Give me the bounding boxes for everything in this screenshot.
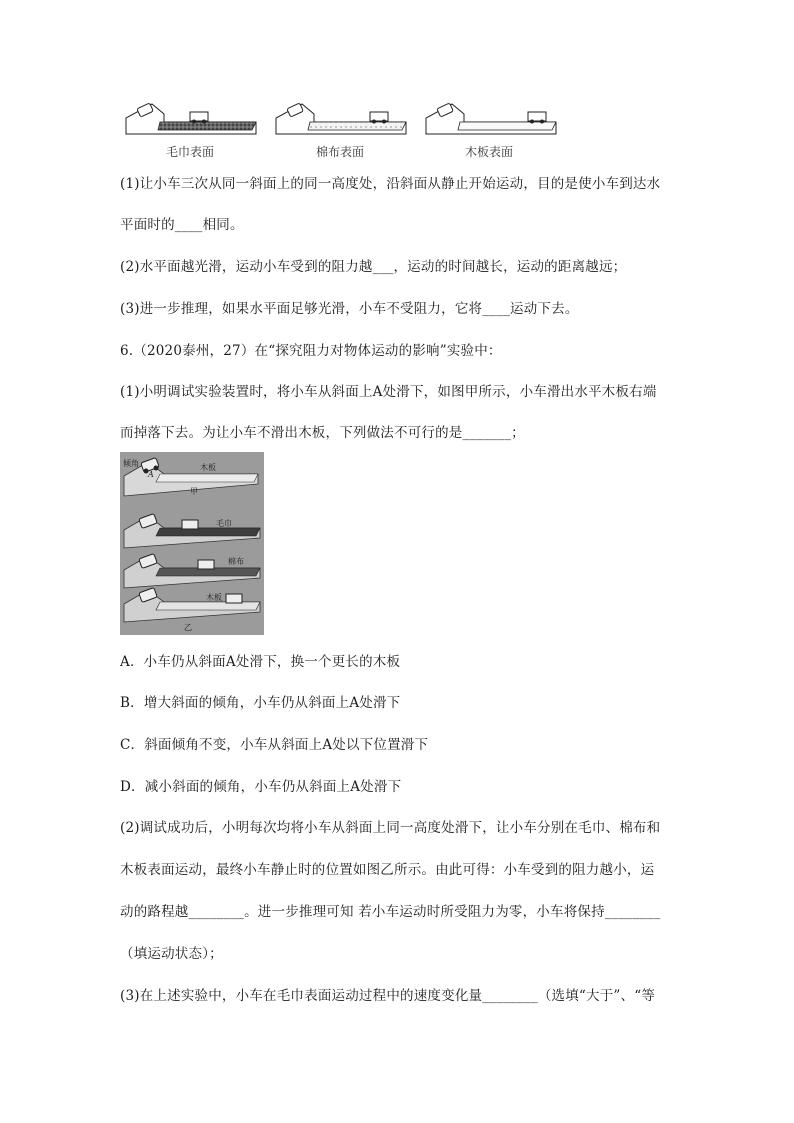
q6-heading: 6.（2020泰州，27）在“探究阻力对物体运动的影响”实验中：	[120, 343, 502, 359]
q6-part2-line2: 木板表面运动，最终小车静止时的位置如图乙所示。由此可得：小车受到的阻力越小，运	[120, 862, 655, 878]
caption-board: 木板表面	[465, 145, 514, 159]
q6-part2-line4: （填运动状态）；	[120, 946, 223, 962]
label-angle: 倾角	[123, 459, 139, 468]
q5-part2: (2)水平面越光滑，运动小车受到的阻力越___，运动的时间越长，运动的距离越远；	[120, 259, 627, 275]
label-a: A	[148, 470, 154, 479]
setup-board	[124, 588, 260, 622]
label-towel: 毛巾	[216, 519, 232, 528]
towel-setup	[126, 103, 256, 134]
q5-part1-line2: 平面时的____相同。	[120, 217, 244, 233]
option-d: D．减小斜面的倾角，小车仍从斜面上A处滑下	[120, 779, 402, 795]
q6-part1-line1: (1)小明调试实验装置时，将小车从斜面上A处滑下，如图甲所示，小车滑出水平木板右端	[120, 384, 657, 400]
label-yi: 乙	[184, 623, 192, 632]
setup-towel	[124, 514, 260, 548]
caption-towel: 毛巾表面	[166, 145, 215, 159]
label-cotton: 棉布	[228, 557, 244, 566]
q6-part3-line1: (3)在上述实验中，小车在毛巾表面运动过程中的速度变化量________（选填“大于”、“等	[120, 988, 656, 1004]
q5-part3: (3)进一步推理，如果水平面足够光滑，小车不受阻力，它将____运动下去。	[120, 301, 579, 317]
experiment-photo	[120, 452, 264, 635]
q6-part1-line2: 而掉落下去。为让小车不滑出木板，下列做法不可行的是_______；	[120, 425, 525, 441]
experiment-photo-drawing	[120, 452, 264, 635]
option-c: C．斜面倾角不变，小车从斜面上A处以下位置滑下	[120, 737, 429, 753]
cotton-setup	[276, 103, 406, 134]
label-board-yi: 木板	[206, 593, 222, 602]
label-board-jia: 木板	[200, 463, 216, 472]
q6-part2-line3: 动的路程越________。进一步推理可知 若小车运动时所受阻力为零，小车将保持________	[120, 904, 661, 920]
caption-cotton: 棉布表面	[316, 145, 365, 159]
surface-figure-drawing	[124, 100, 564, 140]
q5-part1-line1: (1)让小车三次从同一斜面上的同一高度处，沿斜面从静止开始运动，目的是使小车到达水	[120, 176, 661, 192]
option-b: B．增大斜面的倾角，小车仍从斜面上A处滑下	[120, 695, 401, 711]
q6-part2-line1: (2)调试成功后，小明每次均将小车从斜面上同一高度处滑下，让小车分别在毛巾、棉布和	[120, 820, 661, 836]
label-jia: 甲	[190, 487, 198, 496]
option-a: A．小车仍从斜面A处滑下，换一个更长的木板	[120, 654, 401, 670]
board-setup	[426, 103, 556, 134]
